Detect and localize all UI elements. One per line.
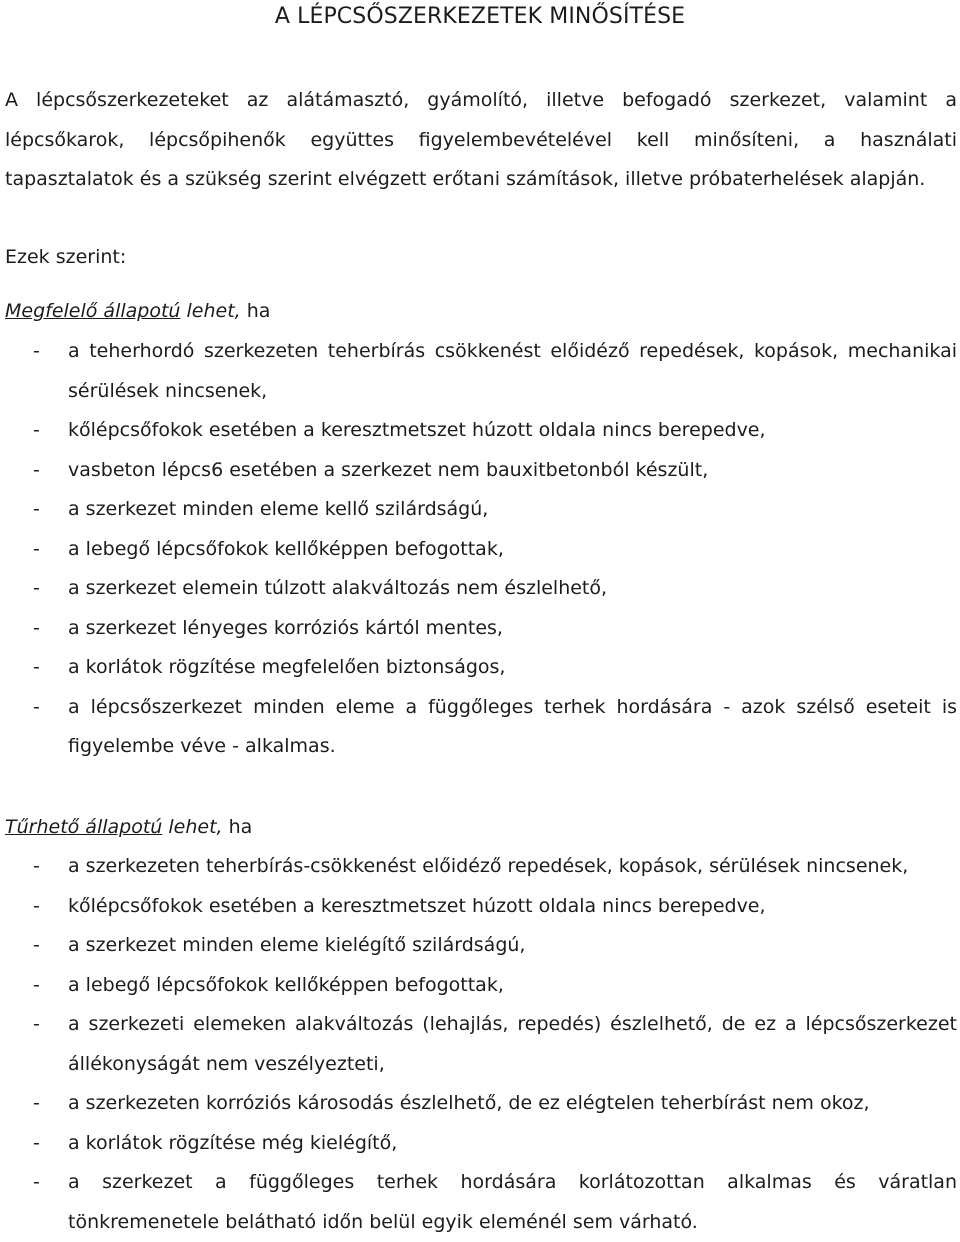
list-item <box>0 926 960 966</box>
list-item-text: a lebegő lépcsőfokok kellőképpen befogottak, <box>68 537 504 560</box>
list-dash: - <box>33 419 40 441</box>
list-dash: - <box>33 577 40 599</box>
criteria-list-tolerable <box>0 847 960 1242</box>
list-dash: - <box>33 934 40 956</box>
list-item-text: a szerkezeti elemeken alakváltozás (lehajlás, repedés) észlelhető, de ez a lépcsőszerkezet állékonyságát nem veszélyezteti, <box>68 1013 957 1075</box>
list-dash: - <box>33 855 40 877</box>
list-item <box>0 1163 960 1242</box>
list-dash: - <box>33 1013 40 1035</box>
list-item-text: kőlépcsőfokok esetében a keresztmetszet húzott oldala nincs berepedve, <box>68 894 766 917</box>
list-item-text: a korlátok rögzítése megfelelően biztonságos, <box>68 656 506 678</box>
list-item-text: a lebegő lépcsőfokok kellőképpen befogottak, <box>68 973 504 996</box>
document-title: A LÉPCSŐSZERKEZETEK MINŐSÍTÉSE <box>274 4 686 29</box>
section-heading-tail: ha <box>222 816 253 838</box>
section-heading-suitable <box>5 292 270 332</box>
list-item-text: a szerkezet lényeges korróziós kártól mentes, <box>68 616 503 639</box>
list-dash: - <box>33 498 40 520</box>
list-item <box>0 1084 960 1124</box>
section-heading-tail: ha <box>240 300 271 322</box>
list-dash: - <box>33 537 40 560</box>
list-dash: - <box>33 458 40 481</box>
list-item-text: a lépcsőszerkezet minden eleme a függőleges terhek hordására - azok szélső eseteit is figyelembe véve - alkalmas. <box>68 695 957 757</box>
list-item <box>0 332 960 411</box>
according-label: Ezek szerint: <box>5 246 127 268</box>
list-item-text: a teherhordó szerkezeten teherbírás csökkenést előidéző repedések, kopások, mechanikai sérülések nincsenek, <box>68 340 957 402</box>
intro-paragraph: A lépcsőszerkezeteket az alátámasztó, gyámolító, illetve befogadó szerkezet, valamint a lépcsőkarok, lépcsőpihenők együttes figyelembevételével kell minősíteni, a használati tapasztalatok és a szükség szerint elvégzett erőtani számítások, illetve próbaterhelések alapján. <box>5 89 957 190</box>
list-item-text: vasbeton lépcs6 esetében a szerkezet nem bauxitbetonból készült, <box>68 458 709 481</box>
list-item <box>0 1005 960 1084</box>
list-item <box>0 847 960 887</box>
list-item-text: a szerkezet minden eleme kielégítő szilárdságú, <box>68 934 526 956</box>
list-item <box>0 1124 960 1164</box>
list-dash: - <box>33 695 40 718</box>
list-dash: - <box>33 973 40 996</box>
list-item-text: a szerkezeten korróziós károsodás észlelhető, de ez elégtelen teherbírást nem okoz, <box>68 1092 870 1114</box>
list-item-text: a szerkezet elemein túlzott alakváltozás nem észlelhető, <box>68 577 608 599</box>
section-heading-underlined: Tűrhető állapotú <box>5 816 163 838</box>
section-heading-underlined: Megfelelő állapotú <box>5 300 181 322</box>
list-item-text: a szerkezeten teherbírás-csökkenést előidéző repedések, kopások, sérülések nincsenek, <box>68 855 909 877</box>
list-dash: - <box>33 1131 40 1154</box>
section-heading-italic: lehet, <box>162 816 223 838</box>
list-item <box>0 688 960 767</box>
list-item-text: a szerkezet minden eleme kellő szilárdságú, <box>68 498 489 520</box>
list-item <box>0 490 960 530</box>
list-item <box>0 648 960 688</box>
list-item-text: a szerkezet a függőleges terhek hordására korlátozottan alkalmas és váratlan tönkremenetele belátható időn belül egyik eleménél sem várható. <box>68 1171 957 1233</box>
section-heading-tolerable <box>5 808 252 848</box>
list-dash: - <box>33 656 40 678</box>
list-dash: - <box>33 1092 40 1114</box>
list-dash: - <box>33 616 40 639</box>
list-dash: - <box>33 894 40 917</box>
list-dash: - <box>33 340 40 362</box>
list-item <box>0 569 960 609</box>
list-item-text: kőlépcsőfokok esetében a keresztmetszet húzott oldala nincs berepedve, <box>68 419 766 441</box>
list-item <box>0 609 960 649</box>
list-item <box>0 530 960 570</box>
list-item <box>0 966 960 1006</box>
list-dash: - <box>33 1171 40 1193</box>
list-item <box>0 887 960 927</box>
list-item <box>0 451 960 491</box>
criteria-list-suitable <box>0 332 960 767</box>
section-heading-italic: lehet, <box>180 300 241 322</box>
list-item <box>0 411 960 451</box>
list-item-text: a korlátok rögzítése még kielégítő, <box>68 1131 398 1154</box>
